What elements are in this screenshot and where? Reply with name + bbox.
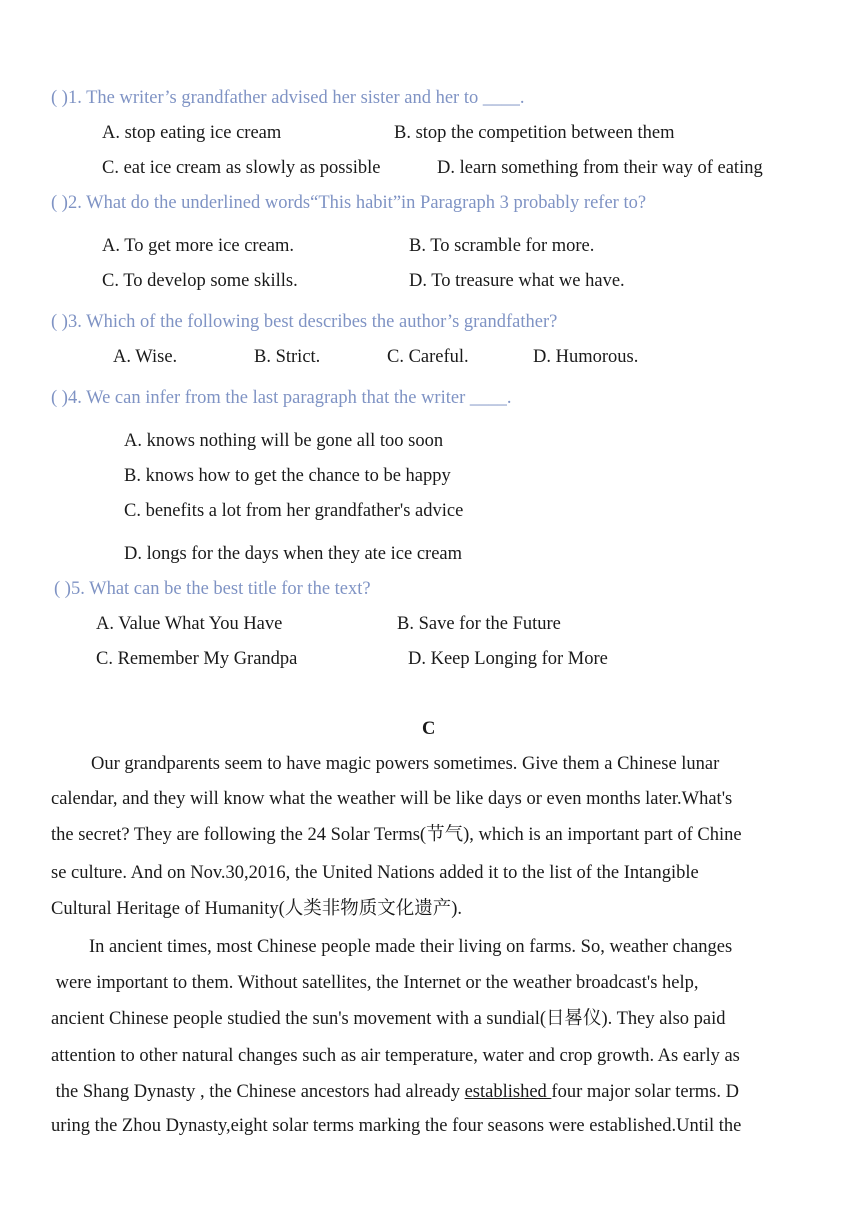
question-4-stem: ( )4. We can infer from the last paragraph that the writer ____. <box>51 388 512 408</box>
question-4-option-d: D. longs for the days when they ate ice cream <box>124 544 463 564</box>
question-5-stem: ( )5. What can be the best title for the text? <box>54 579 371 599</box>
passage-paragraph-1-line-3: the secret? They are following the 24 Solar Terms(节气), which is an important part of Chine <box>51 825 742 845</box>
question-2-option-a: A. To get more ice cream. <box>102 236 295 256</box>
passage-paragraph-2-line-6: uring the Zhou Dynasty,eight solar terms marking the four seasons were established.Until the <box>51 1116 742 1136</box>
passage-paragraph-1-line-5: Cultural Heritage of Humanity(人类非物质文化遗产). <box>51 899 463 919</box>
question-1-option-c: C. eat ice cream as slowly as possible <box>102 158 381 178</box>
question-3-option-a: A. Wise. <box>113 347 178 367</box>
question-4-option-b: B. knows how to get the chance to be happy <box>124 466 451 486</box>
question-3-option-b: B. Strict. <box>254 347 321 367</box>
question-4-option-c: C. benefits a lot from her grandfather's advice <box>124 501 464 521</box>
passage-paragraph-2-line-4: attention to other natural changes such as air temperature, water and crop growth. As early as <box>51 1046 740 1066</box>
question-2-option-c: C. To develop some skills. <box>102 271 298 291</box>
question-5-option-d: D. Keep Longing for More <box>408 649 608 669</box>
question-4-option-a: A. knows nothing will be gone all too soon <box>124 431 444 451</box>
passage-paragraph-2-line-5 <box>51 1083 739 1102</box>
question-1-option-b: B. stop the competition between them <box>394 123 675 143</box>
question-5-option-a: A. Value What You Have <box>96 614 283 634</box>
question-3-stem: ( )3. Which of the following best describes the author’s grandfather? <box>51 312 558 332</box>
question-2-option-d: D. To treasure what we have. <box>409 271 625 291</box>
question-1-option-d: D. learn something from their way of eating <box>437 158 763 178</box>
passage-paragraph-1-line-4: se culture. And on Nov.30,2016, the United Nations added it to the list of the Intangible <box>51 863 699 883</box>
question-2-stem: ( )2. What do the underlined words“This habit”in Paragraph 3 probably refer to? <box>51 193 647 213</box>
passage-paragraph-2-line-2: were important to them. Without satellites, the Internet or the weather broadcast's help, <box>51 973 699 993</box>
question-5-option-c: C. Remember My Grandpa <box>96 649 298 669</box>
passage-paragraph-2-line-3: ancient Chinese people studied the sun's movement with a sundial(日晷仪). They also paid <box>51 1009 726 1029</box>
question-2-option-b: B. To scramble for more. <box>409 236 595 256</box>
question-1-stem: ( )1. The writer’s grandfather advised her sister and her to ____. <box>51 88 525 108</box>
question-5-option-b: B. Save for the Future <box>397 614 561 634</box>
passage-paragraph-2-line-1: In ancient times, most Chinese people made their living on farms. So, weather changes <box>89 937 733 957</box>
question-1-option-a: A. stop eating ice cream <box>102 123 282 143</box>
line-text-after: four major solar terms. D <box>551 1082 739 1102</box>
question-3-option-d: D. Humorous. <box>533 347 639 367</box>
section-heading: C <box>422 719 436 739</box>
line-text-before: the Shang Dynasty , the Chinese ancestors had already <box>51 1082 465 1102</box>
passage-paragraph-1-line-1: Our grandparents seem to have magic powers sometimes. Give them a Chinese lunar <box>91 754 720 774</box>
underlined-word-established: established <box>464 1082 552 1102</box>
passage-paragraph-1-line-2: calendar, and they will know what the weather will be like days or even months later.What's <box>51 789 733 809</box>
question-3-option-c: C. Careful. <box>387 347 469 367</box>
